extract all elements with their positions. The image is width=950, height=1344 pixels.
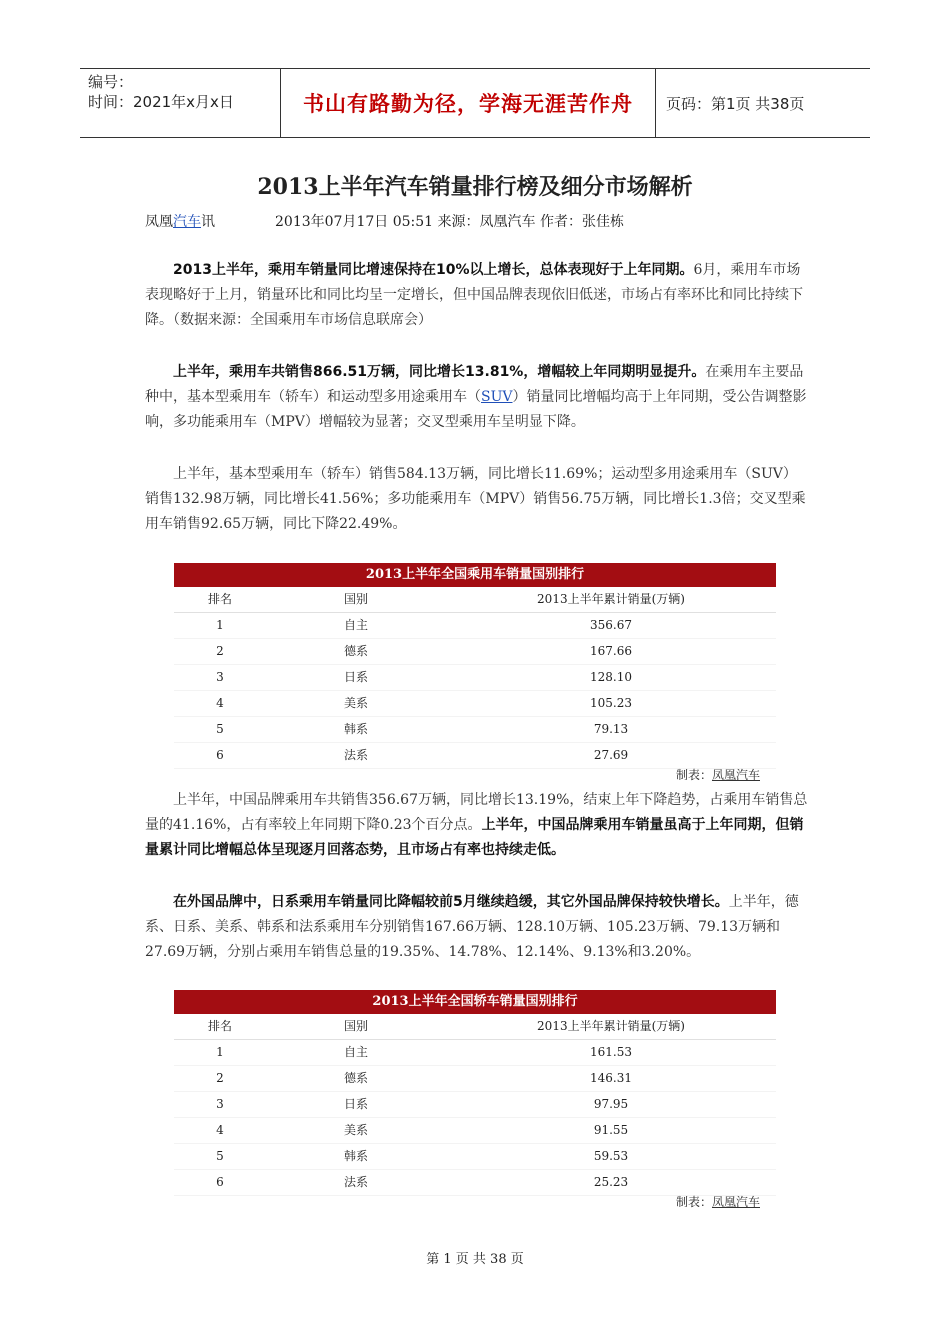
credit-link[interactable]: 凤凰汽车 [711,768,760,782]
header-sales: 2013上半年累计销量(万辆) [537,1019,685,1033]
cell-origin: 韩系 [343,1149,368,1163]
cell-sales: 128.10 [590,670,632,684]
credit-label: 制表： [675,1195,712,1209]
cell-origin: 法系 [343,748,368,762]
paragraph-1-body: 6月，乘用车市场表现略好于上月，销量环比和同比均呈一定增长，但中国品牌表现依旧低迷，市场占有率环比和同比持续下降。（数据来源：全国乘用车市场信息联席会） [145,262,803,328]
table-row [174,665,776,691]
cell-sales: 59.53 [593,1149,629,1163]
cell-sales: 105.23 [590,696,632,710]
table-row [174,613,776,639]
cell-origin: 日系 [343,1097,368,1111]
credit-link[interactable]: 凤凰汽车 [711,1195,760,1209]
paragraph-2 [145,360,810,435]
doc-time-label: 时间：2021年x月x日 [88,93,234,111]
doc-number-label: 编号： [88,73,134,91]
cell-sales: 97.95 [593,1097,629,1111]
byline-auto-link[interactable]: 汽车 [173,214,201,230]
table-row [174,691,776,717]
cell-origin: 自主 [343,1045,368,1059]
cell-sales: 27.69 [593,748,629,762]
cell-sales: 79.13 [593,722,629,736]
byline-suffix: 讯 [201,214,215,230]
article-title: 2013上半年汽车销量排行榜及细分市场解析 [257,174,693,200]
table-row [174,1092,776,1118]
cell-rank: 5 [216,722,224,736]
table-2-credit [640,1193,760,1210]
cell-sales: 161.53 [590,1045,632,1059]
header-origin: 国别 [343,1019,368,1033]
paragraph-1-lead: 2013上半年，乘用车销量同比增速保持在10%以上增长，总体表现好于上年同期。 [173,262,694,278]
cell-origin: 美系 [343,696,368,710]
table-1-header-row [174,587,776,613]
header-page-info: 页码：第1页 共38页 [666,94,805,113]
table-row [174,1040,776,1066]
table-2-header-row [174,1014,776,1040]
table-2-title: 2013上半年全国轿车销量国别排行 [174,990,776,1014]
cell-rank: 6 [216,748,224,762]
paragraph-4-body: 上半年，中国品牌乘用车共销售356.67万辆，同比增长13.19%，结束上年下降趋势，占乘用车销售总量的41.16%，占有率较上年同期下降0.23个百分点。 [145,792,808,833]
cell-rank: 4 [216,696,224,710]
paragraph-4-emphasis: 上半年，中国品牌乘用车销量虽高于上年同期，但销量累计同比增幅总体呈现逐月回落态势，且市场占有率也持续走低。 [145,817,804,858]
paragraph-5 [145,890,810,965]
table-row [174,1118,776,1144]
page-footer: 第 1 页 共 38 页 [426,1252,524,1267]
paragraph-5-body: 上半年，德系、日系、美系、韩系和法系乘用车分别销售167.66万辆、128.10万辆、105.23万辆、79.13万辆和27.69万辆，分别占乘用车销售总量的19.35%、14.78%、12.14%、9.13%和3.20%。 [145,894,799,960]
table-1-title: 2013上半年全国乘用车销量国别排行 [174,563,776,587]
paragraph-4 [145,788,810,863]
cell-sales: 25.23 [593,1175,629,1189]
cell-origin: 美系 [343,1123,368,1137]
header-motto: 书山有路勤为径，学海无涯苦作舟 [280,69,656,137]
header-meta [80,69,280,137]
suv-link[interactable]: SUV [481,389,513,405]
byline-meta: 2013年07月17日 05:51 来源：凤凰汽车 作者：张佳栋 [275,214,624,230]
paragraph-3 [145,462,810,537]
article-byline [145,211,624,231]
cell-origin: 德系 [343,644,368,658]
byline-prefix: 凤凰 [145,214,173,230]
cell-sales: 167.66 [590,644,632,658]
paragraph-2-body-b: ）销量同比增幅均高于上年同期，受公告调整影响，多功能乘用车（MPV）增幅较为显著；交叉型乘用车呈明显下降。 [145,389,807,430]
table-row [174,1066,776,1092]
cell-rank: 5 [216,1149,224,1163]
cell-origin: 自主 [343,618,368,632]
cell-rank: 4 [216,1123,224,1137]
paragraph-3-body: 上半年，基本型乘用车（轿车）销售584.13万辆，同比增长11.69%；运动型多用途乘用车（SUV）销售132.98万辆，同比增长41.56%；多功能乘用车（MPV）销售56.75万辆，同比增长1.3倍；交叉型乘用车销售92.65万辆，同比下降22.49%。 [145,466,806,532]
cell-origin: 日系 [343,670,368,684]
cell-origin: 德系 [343,1071,368,1085]
cell-sales: 356.67 [590,618,632,632]
table-row [174,1144,776,1170]
cell-rank: 2 [216,644,224,658]
paragraph-1 [145,258,810,333]
cell-rank: 2 [216,1071,224,1085]
cell-sales: 146.31 [590,1071,632,1085]
cell-rank: 3 [216,670,224,684]
cell-rank: 3 [216,1097,224,1111]
table-1-credit [640,766,760,783]
paragraph-2-lead: 上半年，乘用车共销售866.51万辆，同比增长13.81%，增幅较上年同期明显提升。 [173,364,706,380]
header-origin: 国别 [343,592,368,606]
sedan-ranking-table [174,990,776,1196]
credit-label: 制表： [675,768,712,782]
cell-sales: 91.55 [593,1123,629,1137]
passenger-car-ranking-table [174,563,776,769]
paragraph-2-body-a: 在乘用车主要品种中，基本型乘用车（轿车）和运动型多用途乘用车（ [145,364,804,405]
table-row [174,717,776,743]
document-header [80,68,870,138]
paragraph-5-lead: 在外国品牌中，日系乘用车销量同比降幅较前5月继续趋缓，其它外国品牌保持较快增长。 [173,894,729,910]
cell-origin: 韩系 [343,722,368,736]
cell-rank: 1 [216,1045,224,1059]
cell-rank: 1 [216,618,224,632]
cell-origin: 法系 [343,1175,368,1189]
header-rank: 排名 [207,592,232,606]
header-sales: 2013上半年累计销量(万辆) [537,592,685,606]
cell-rank: 6 [216,1175,224,1189]
table-row [174,639,776,665]
header-rank: 排名 [207,1019,232,1033]
